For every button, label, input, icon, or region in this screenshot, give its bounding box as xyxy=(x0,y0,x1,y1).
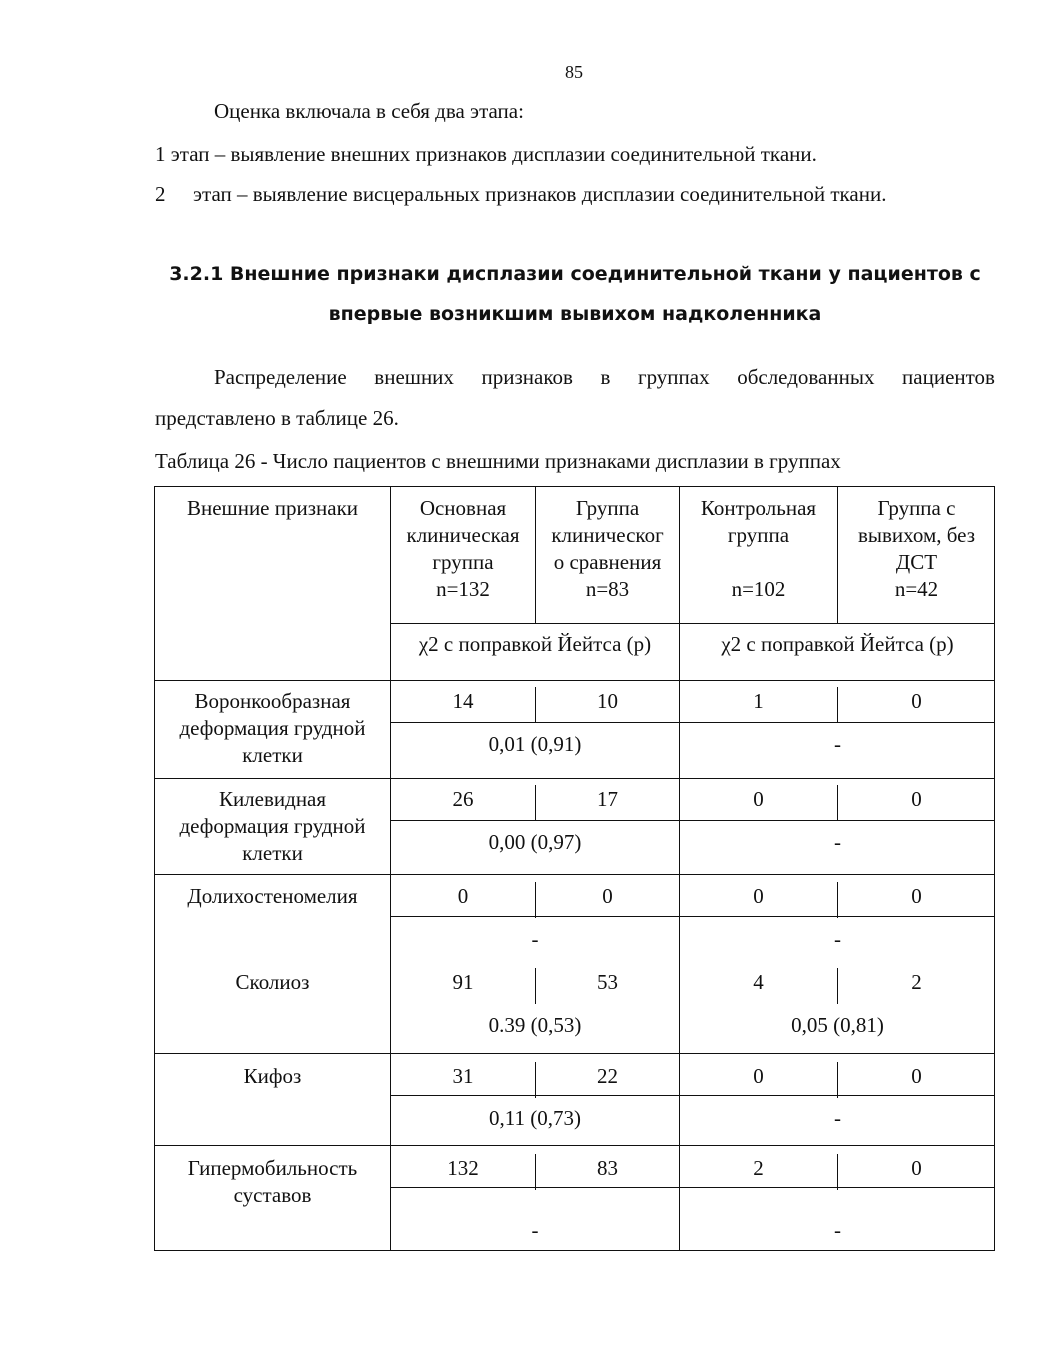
divider xyxy=(155,1145,995,1146)
row-label: Гипермобильность суставов xyxy=(187,1156,358,1207)
cell-value: 10 xyxy=(597,689,618,713)
cell-value: 17 xyxy=(597,787,618,811)
divider xyxy=(155,1053,995,1054)
row-label: Долихостеномелия xyxy=(187,884,358,908)
cell-chi: - xyxy=(834,1106,841,1130)
header-chi-right: χ2 с поправкой Йейтса (р) xyxy=(721,632,954,656)
divider xyxy=(155,680,995,681)
cell-value: 4 xyxy=(753,970,764,994)
row-label: Сколиоз xyxy=(235,970,310,994)
divider xyxy=(390,1187,995,1188)
header-group-control: Контрольная группа n=102 xyxy=(700,496,817,601)
stage-2-text: этап – выявление висцеральных признаков дисплазии соединительной ткани. xyxy=(193,182,887,206)
cell-value: 26 xyxy=(452,787,474,811)
cell-chi: 0,01 (0,91) xyxy=(488,732,582,756)
paragraph-word: Распределение xyxy=(214,365,347,389)
cell-value: 0 xyxy=(457,884,469,908)
data-table xyxy=(154,486,995,1251)
cell-value: 14 xyxy=(452,689,474,713)
cell-value: 31 xyxy=(452,1064,474,1088)
cell-chi: - xyxy=(834,830,841,854)
header-signs: Внешние признаки xyxy=(186,496,359,520)
row-label: Воронкообразная деформация грудной клетки xyxy=(179,689,366,767)
paragraph-word: в xyxy=(600,365,611,389)
cell-value: 0 xyxy=(753,787,764,811)
cell-value: 22 xyxy=(597,1064,618,1088)
header-group-main: Основная клиническая группа n=132 xyxy=(406,496,520,601)
paragraph-word: группах xyxy=(637,365,710,389)
cell-value: 2 xyxy=(753,1156,764,1180)
paragraph-word: признаков xyxy=(481,365,573,389)
cell-chi: - xyxy=(834,732,841,756)
cell-value: 1 xyxy=(753,689,764,713)
cell-value: 2 xyxy=(911,970,922,994)
cell-value: 0 xyxy=(753,884,764,908)
divider xyxy=(390,722,995,723)
section-title-line-1: 3.2.1 Внешние признаки дисплазии соединительной ткани у пациентов с xyxy=(169,263,981,285)
cell-value: 0 xyxy=(602,884,613,908)
cell-chi: - xyxy=(834,1218,841,1242)
divider xyxy=(390,916,995,917)
cell-value: 0 xyxy=(911,787,922,811)
cell-value: 0 xyxy=(911,1156,922,1180)
cell-chi: - xyxy=(531,1218,539,1242)
cell-chi: 0,05 (0,81) xyxy=(791,1013,884,1037)
paragraph-line-1 xyxy=(214,365,995,390)
stage-2-number: 2 xyxy=(155,182,166,206)
cell-chi: 0,11 (0,73) xyxy=(489,1106,581,1130)
cell-value: 0 xyxy=(911,884,922,908)
page-number: 85 xyxy=(565,62,583,82)
cell-value: 0 xyxy=(911,689,922,713)
divider xyxy=(390,820,995,821)
paragraph-word: внешних xyxy=(374,365,454,389)
divider xyxy=(155,778,995,779)
cell-chi: 0,00 (0,97) xyxy=(488,830,582,854)
paragraph-word: обследованных xyxy=(737,365,875,389)
row-label: Килевидная деформация грудной клетки xyxy=(179,787,366,865)
header-group-dislocation: Группа с вывихом, без ДСТ n=42 xyxy=(857,496,976,601)
cell-chi: - xyxy=(834,927,841,951)
cell-value: 83 xyxy=(597,1156,618,1180)
cell-value: 132 xyxy=(447,1156,479,1180)
paragraph-word: пациентов xyxy=(902,365,995,389)
header-group-comparison: Группа клиническог о сравнения n=83 xyxy=(551,496,664,601)
cell-chi: - xyxy=(531,927,539,951)
cell-value: 0 xyxy=(753,1064,764,1088)
divider xyxy=(390,623,995,624)
row-label: Кифоз xyxy=(243,1064,302,1088)
stage-1-text: 1 этап – выявление внешних признаков дисплазии соединительной ткани. xyxy=(155,142,817,166)
cell-value: 0 xyxy=(911,1064,922,1088)
header-chi-left: χ2 с поправкой Йейтса (р) xyxy=(418,632,652,656)
cell-value: 91 xyxy=(452,970,474,994)
table-caption: Таблица 26 - Число пациентов с внешними признаками дисплазии в группах xyxy=(155,449,841,473)
cell-value: 53 xyxy=(597,970,618,994)
cell-chi: 0.39 (0,53) xyxy=(488,1013,582,1037)
divider xyxy=(390,1095,995,1096)
section-title-line-2: впервые возникшим вывихом надколенника xyxy=(328,303,822,325)
intro-line: Оценка включала в себя два этапа: xyxy=(214,99,524,123)
divider xyxy=(155,874,995,875)
paragraph-line-2: представлено в таблице 26. xyxy=(155,406,399,430)
